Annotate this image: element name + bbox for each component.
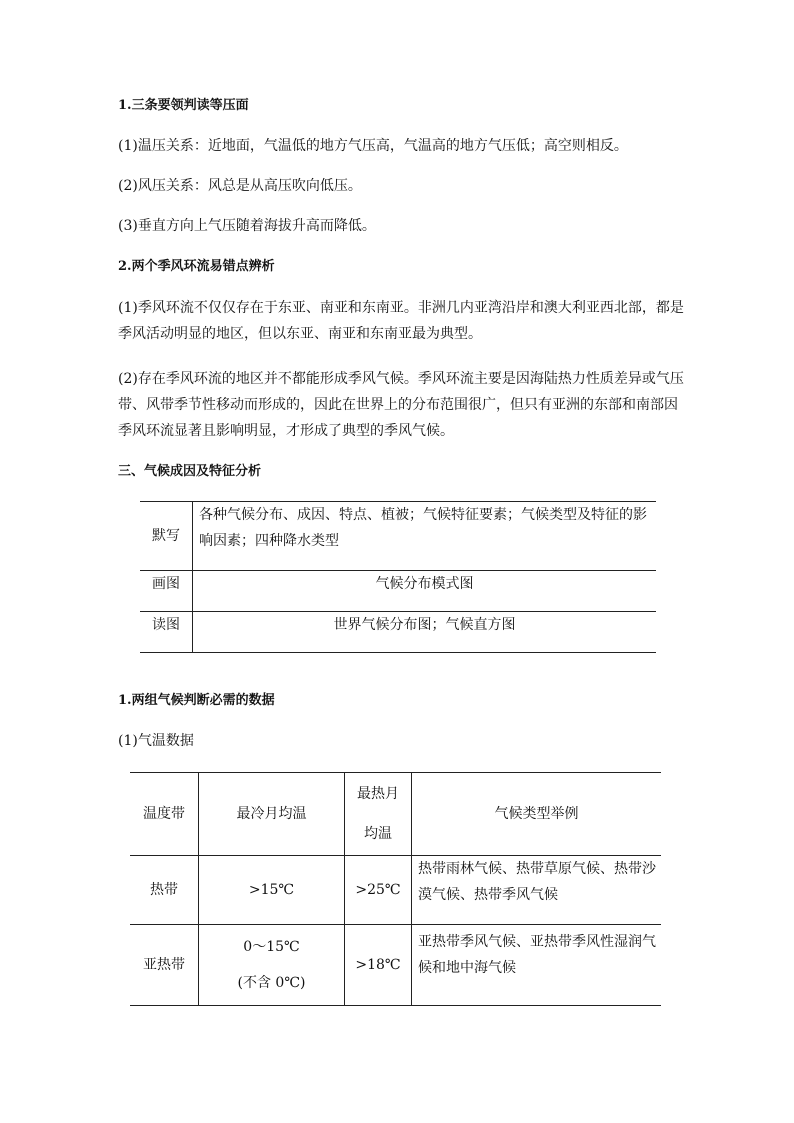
- header-hottest-line: 均温: [364, 826, 392, 842]
- section1-item-2: (2)风压关系：风总是从高压吹向低压。: [118, 178, 362, 194]
- section1-heading: 1.三条要领判读等压面: [118, 98, 249, 113]
- cell-coldest-line: (不含 0℃): [237, 975, 306, 991]
- row-content-line: 响因素；四种降水类型: [199, 533, 339, 549]
- table-row: [130, 856, 661, 925]
- section2-p1-line2: 季风活动明显的地区，但以东亚、南亚和东南亚最为典型。: [118, 326, 482, 342]
- table-row: [140, 502, 656, 571]
- cell-coldest: >15℃: [199, 856, 345, 925]
- header-hottest: [345, 773, 412, 856]
- header-coldest: 最冷月均温: [199, 773, 345, 856]
- cell-example: [412, 925, 662, 1006]
- table-row: [140, 612, 656, 653]
- cell-coldest-line: 0～15℃: [243, 939, 300, 955]
- cell-example-line: 候和地中海气候: [418, 960, 516, 976]
- row-content: [193, 502, 657, 571]
- section2-p2-line2: 带、风带季节性移动而形成的，因此在世界上的分布范围很广，但只有亚洲的东部和南部因: [118, 397, 678, 413]
- row-content: 世界气候分布图；气候直方图: [193, 612, 657, 653]
- section3-heading: 三、气候成因及特征分析: [118, 464, 262, 479]
- section4-heading: 1.两组气候判断必需的数据: [118, 693, 275, 708]
- cell-example-line: 漠气候、热带季风气候: [418, 887, 558, 903]
- method-table: [140, 501, 656, 653]
- cell-example-line: 热带雨林气候、热带草原气候、热带沙: [418, 861, 656, 877]
- section1-item-1: (1)温压关系：近地面，气温低的地方气压高，气温高的地方气压低；高空则相反。: [118, 138, 628, 154]
- header-zone: 温度带: [130, 773, 199, 856]
- section2-p1-line1: (1)季风环流不仅仅存在于东亚、南亚和东南亚。非洲几内亚湾沿岸和澳大利亚西北部，都是: [118, 300, 684, 316]
- row-content: 气候分布模式图: [193, 571, 657, 612]
- header-hottest-line: 最热月: [357, 786, 399, 802]
- table-row: [140, 571, 656, 612]
- section2-p2-line1: (2)存在季风环流的地区并不都能形成季风气候。季风环流主要是因海陆热力性质差异或气压: [118, 371, 684, 387]
- row-label: 画图: [140, 571, 193, 612]
- header-example: 气候类型举例: [412, 773, 662, 856]
- table-header-row: [130, 773, 661, 856]
- section1-item-3: (3)垂直方向上气压随着海拔升高而降低。: [118, 218, 376, 234]
- cell-hottest: >25℃: [345, 856, 412, 925]
- cell-coldest: [199, 925, 345, 1006]
- table-row: [130, 925, 661, 1006]
- section4-subheading: (1)气温数据: [118, 733, 194, 749]
- section2-heading: 2.两个季风环流易错点辨析: [118, 259, 275, 274]
- row-label: 默写: [140, 502, 193, 571]
- temperature-table: [130, 772, 661, 1006]
- section2-p2-line3: 季风环流显著且影响明显，才形成了典型的季风气候。: [118, 423, 454, 439]
- cell-example: [412, 856, 662, 925]
- row-label: 读图: [140, 612, 193, 653]
- cell-example-line: 亚热带季风气候、亚热带季风性湿润气: [418, 934, 656, 950]
- cell-hottest: >18℃: [345, 925, 412, 1006]
- row-content-line: 各种气候分布、成因、特点、植被；气候特征要素；气候类型及特征的影: [199, 507, 647, 523]
- cell-zone: 亚热带: [130, 925, 199, 1006]
- cell-zone: 热带: [130, 856, 199, 925]
